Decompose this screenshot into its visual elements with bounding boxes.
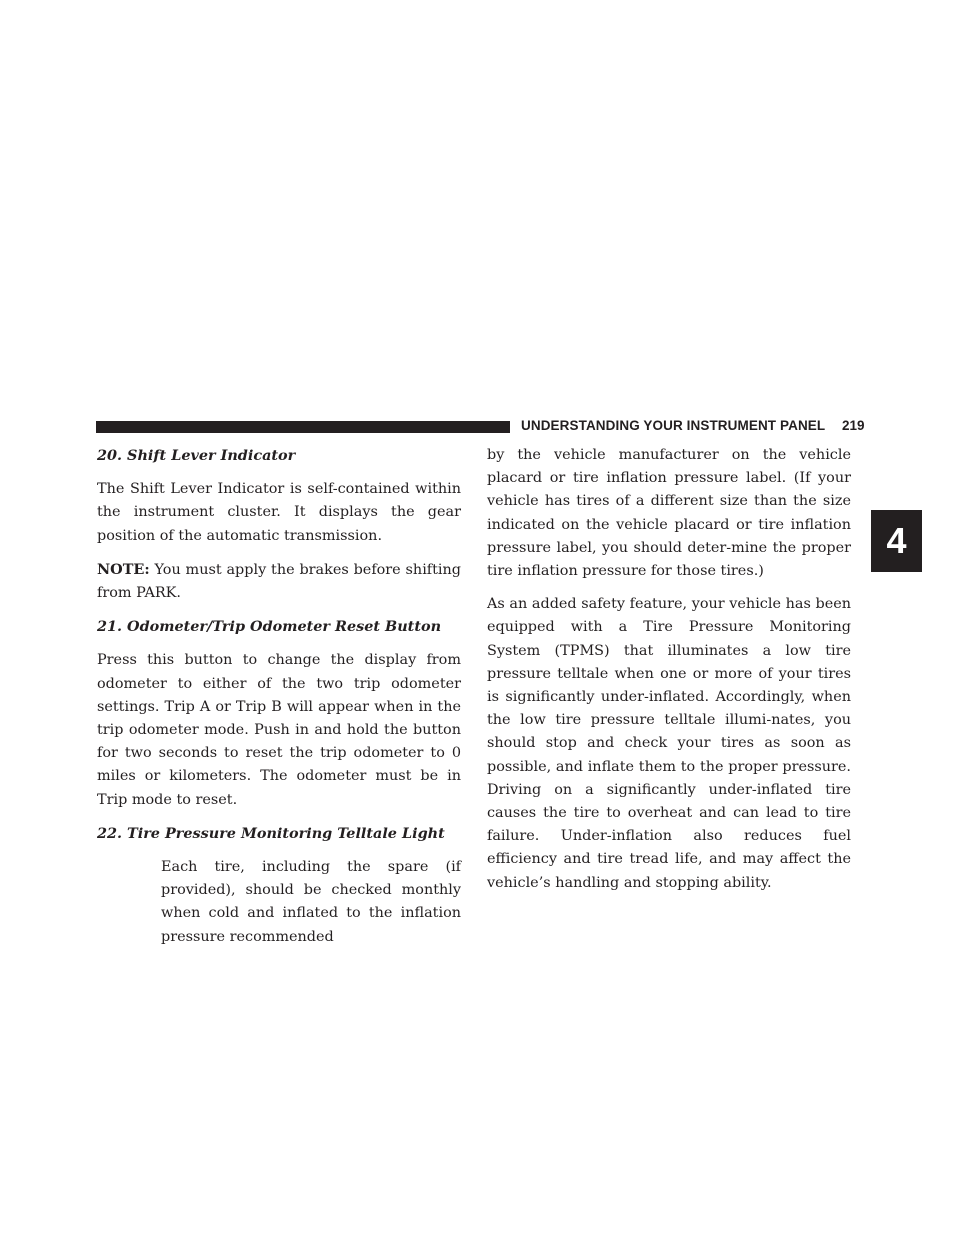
paragraph-tpms: As an added safety feature, your vehicle has been equipped with a Tire Pressure Monitoring System (TPMS) that illuminates a low tire pressure telltale when one or more of your tires is significantly under-inflated. Accordingly, when the low tire pressure telltale illumi-nates, you should stop and check your tires as soon as possible, and inflate them to the proper pressure. Driving on a significantly under-inflated tire causes the tire to overheat and can lead to tire failure. Under-inflation also reduces fuel efficiency and tire tread life, and may affect the vehicle’s handling and stopping ability.: [487, 596, 851, 891]
heading-shift-lever-indicator: 20. Shift Lever Indicator: [97, 447, 296, 464]
paragraph-tire-pressure-telltale: Each tire, including the spare (if provided), should be checked monthly when cold and inflated to the inflation pressure recommended: [161, 859, 461, 945]
heading-tire-pressure-telltale: 22. Tire Pressure Monitoring Telltale Light: [97, 824, 445, 842]
paragraph-tire-placard-continued: by the vehicle manufacturer on the vehicle placard or tire inflation pressure label. (If your vehicle has tires of a different size than the size indicated on the vehicle placard or tire inflation pressure label, you should deter-mine the proper tire inflation pressure for those tires.): [487, 447, 851, 580]
right-column: [487, 444, 851, 905]
paragraph-odometer-reset-button: Press this button to change the display from odometer to either of the two trip odometer settings. Trip A or Trip B will appear when in the trip odometer mode. Push in and hold the button for two seconds to reset the trip odometer to 0 miles or kilometers. The odometer must be in Trip mode to reset.: [97, 652, 461, 808]
note-label: NOTE:: [97, 560, 150, 578]
paragraph-shift-lever-indicator: The Shift Lever Indicator is self-contained within the instrument cluster. It displays the gear position of the automatic transmission.: [97, 481, 461, 544]
section-header-title: UNDERSTANDING YOUR INSTRUMENT PANEL: [521, 418, 826, 433]
chapter-tab: 4: [871, 510, 922, 572]
left-column: [97, 444, 461, 959]
note-paragraph: [97, 558, 461, 605]
heading-odometer-reset-button: 21. Odometer/Trip Odometer Reset Button: [97, 618, 442, 636]
page-number: 219: [842, 418, 865, 433]
note-text: You must apply the brakes before shifting from PARK.: [97, 561, 461, 602]
header-rule: [96, 421, 510, 433]
